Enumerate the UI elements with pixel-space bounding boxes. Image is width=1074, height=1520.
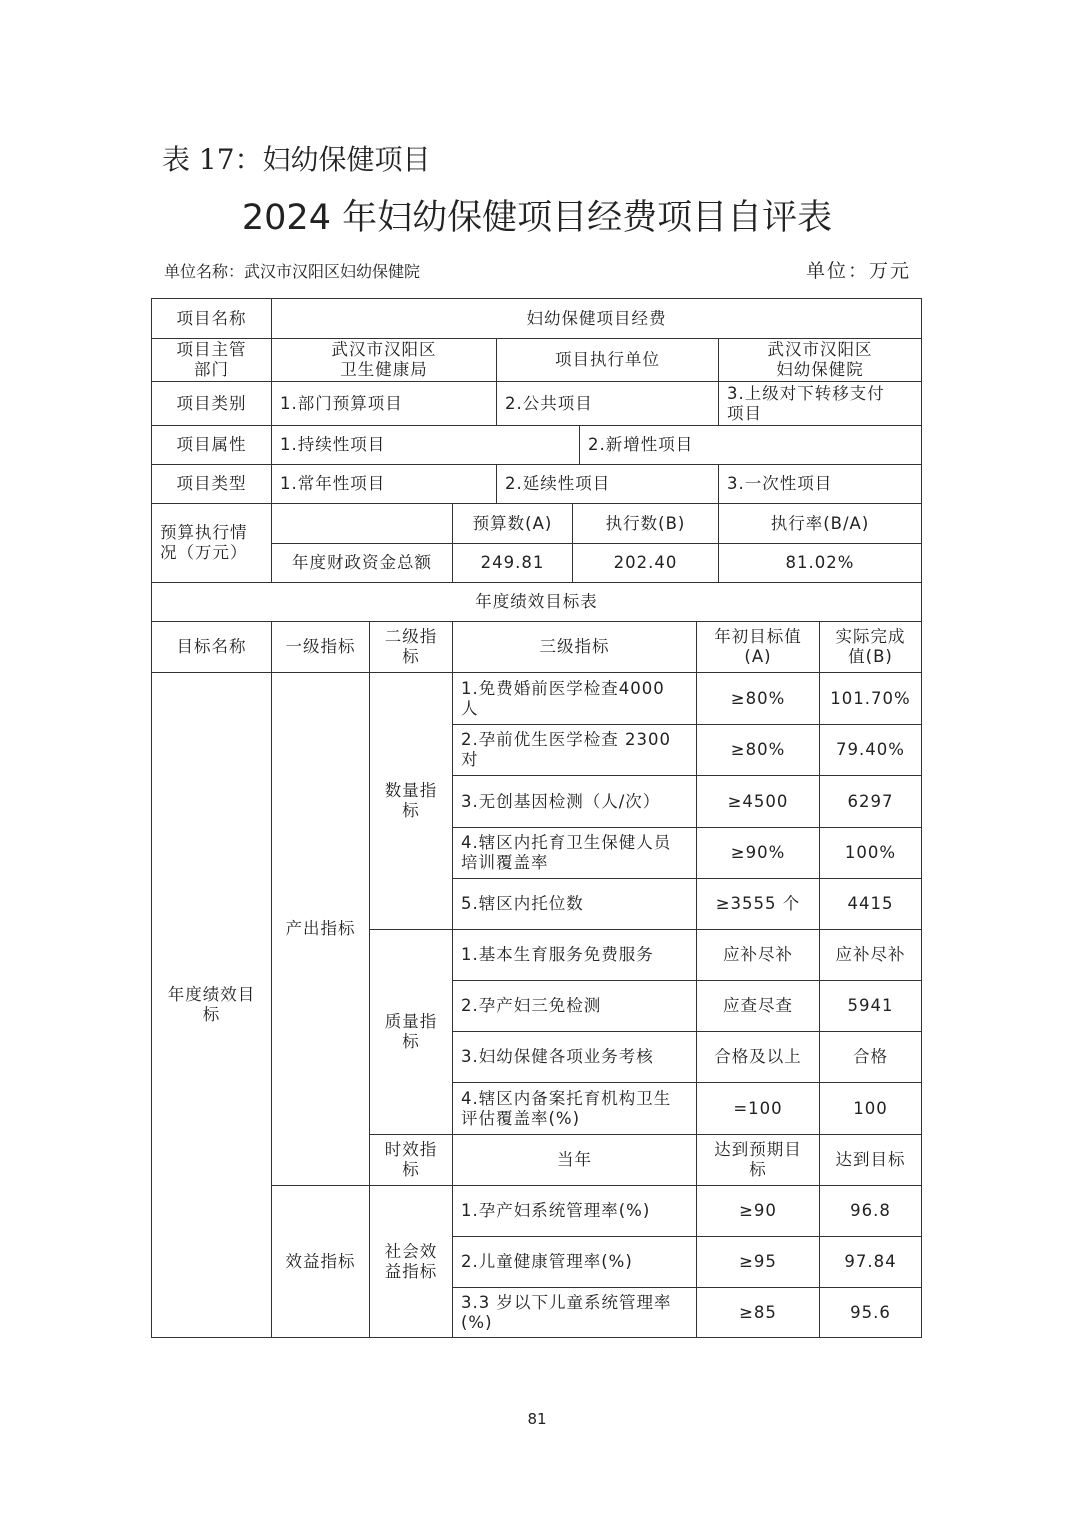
type-option: 1.常年性项目 (271, 464, 497, 504)
column-header: 年初目标值 (A) (696, 621, 820, 673)
empty-cell (271, 503, 453, 544)
level3-indicator: 1.免费婚前医学检查4000 人 (452, 672, 697, 725)
budget-amount: 249.81 (452, 543, 573, 583)
target-value: ≥90% (696, 827, 820, 879)
unit-name: 单位名称：武汉市汉阳区妇幼保健院 (164, 262, 421, 281)
category-option: 1.部门预算项目 (271, 381, 497, 426)
target-value: 合格及以上 (696, 1031, 820, 1083)
page-number: 81 (527, 1410, 547, 1428)
level3-indicator: 3.3 岁以下儿童系统管理率 (%) (452, 1287, 697, 1338)
supervising-dept: 武汉市汉阳区 卫生健康局 (271, 338, 497, 382)
actual-value: 96.8 (819, 1185, 922, 1237)
target-value: 达到预期目 标 (696, 1134, 820, 1186)
field-label: 项目名称 (151, 298, 272, 339)
actual-value: 79.40% (819, 724, 922, 776)
execution-rate: 81.02% (718, 543, 922, 583)
level2-indicator: 质量指 标 (369, 929, 453, 1135)
level1-indicator: 效益指标 (271, 1185, 370, 1338)
level3-indicator: 3.无创基因检测（人/次） (452, 775, 697, 828)
target-value: ≥95 (696, 1236, 820, 1288)
type-option: 2.延续性项目 (496, 464, 719, 504)
table-caption: 表 17：妇幼保健项目 (162, 143, 431, 176)
target-value: 应查尽查 (696, 980, 820, 1032)
level3-indicator: 2.孕前优生医学检查 2300 对 (452, 724, 697, 776)
actual-value: 95.6 (819, 1287, 922, 1338)
level3-indicator: 3.妇幼保健各项业务考核 (452, 1031, 697, 1083)
field-label: 项目主管 部门 (151, 338, 272, 382)
executing-unit: 武汉市汉阳区 妇幼保健院 (718, 338, 922, 382)
level3-indicator: 1.孕产妇系统管理率(%) (452, 1185, 697, 1237)
actual-value: 100% (819, 827, 922, 879)
goal-name: 年度绩效目 标 (151, 672, 272, 1338)
category-option: 3.上级对下转移支付 项目 (718, 381, 922, 426)
page-title: 2024 年妇幼保健项目经费项目自评表 (241, 198, 833, 238)
actual-value: 100 (819, 1082, 922, 1135)
level3-indicator: 当年 (452, 1134, 697, 1186)
actual-value: 101.70% (819, 672, 922, 725)
target-value: ≥3555 个 (696, 878, 820, 930)
row-label: 年度财政资金总额 (271, 543, 453, 583)
column-header: 三级指标 (452, 621, 697, 673)
actual-value: 达到目标 (819, 1134, 922, 1186)
type-option: 3.一次性项目 (718, 464, 922, 504)
actual-value: 应补尽补 (819, 929, 922, 981)
actual-value: 6297 (819, 775, 922, 828)
section-heading: 年度绩效目标表 (151, 582, 922, 622)
column-header: 目标名称 (151, 621, 272, 673)
target-value: ≥4500 (696, 775, 820, 828)
level3-indicator: 2.孕产妇三免检测 (452, 980, 697, 1032)
field-label: 项目属性 (151, 425, 272, 465)
category-option: 2.公共项目 (496, 381, 719, 426)
field-label: 项目类型 (151, 464, 272, 504)
level3-indicator: 4.辖区内备案托育机构卫生 评估覆盖率(%) (452, 1082, 697, 1135)
target-value: ≥80% (696, 672, 820, 725)
actual-value: 97.84 (819, 1236, 922, 1288)
column-header: 二级指 标 (369, 621, 453, 673)
level3-indicator: 2.儿童健康管理率(%) (452, 1236, 697, 1288)
level3-indicator: 1.基本生育服务免费服务 (452, 929, 697, 981)
target-value: ≥80% (696, 724, 820, 776)
level2-indicator: 社会效 益指标 (369, 1185, 453, 1338)
level2-indicator: 时效指 标 (369, 1134, 453, 1186)
target-value: =100 (696, 1082, 820, 1135)
executed-amount: 202.40 (572, 543, 719, 583)
currency-unit: 单位：万元 (806, 260, 912, 282)
field-label: 项目类别 (151, 381, 272, 426)
column-header: 实际完成 值(B) (819, 621, 922, 673)
target-value: ≥90 (696, 1185, 820, 1237)
column-header: 一级指标 (271, 621, 370, 673)
attribute-option: 1.持续性项目 (271, 425, 580, 465)
target-value: ≥85 (696, 1287, 820, 1338)
level3-indicator: 4.辖区内托育卫生保健人员 培训覆盖率 (452, 827, 697, 879)
target-value: 应补尽补 (696, 929, 820, 981)
actual-value: 5941 (819, 980, 922, 1032)
level3-indicator: 5.辖区内托位数 (452, 878, 697, 930)
column-header: 预算数(A) (452, 503, 573, 544)
level1-indicator: 产出指标 (271, 672, 370, 1186)
actual-value: 合格 (819, 1031, 922, 1083)
project-name: 妇幼保健项目经费 (271, 298, 922, 339)
budget-label: 预算执行情 况（万元） (151, 503, 272, 583)
actual-value: 4415 (819, 878, 922, 930)
field-label: 项目执行单位 (496, 338, 719, 382)
column-header: 执行数(B) (572, 503, 719, 544)
level2-indicator: 数量指 标 (369, 672, 453, 930)
column-header: 执行率(B/A) (718, 503, 922, 544)
attribute-option: 2.新增性项目 (579, 425, 922, 465)
